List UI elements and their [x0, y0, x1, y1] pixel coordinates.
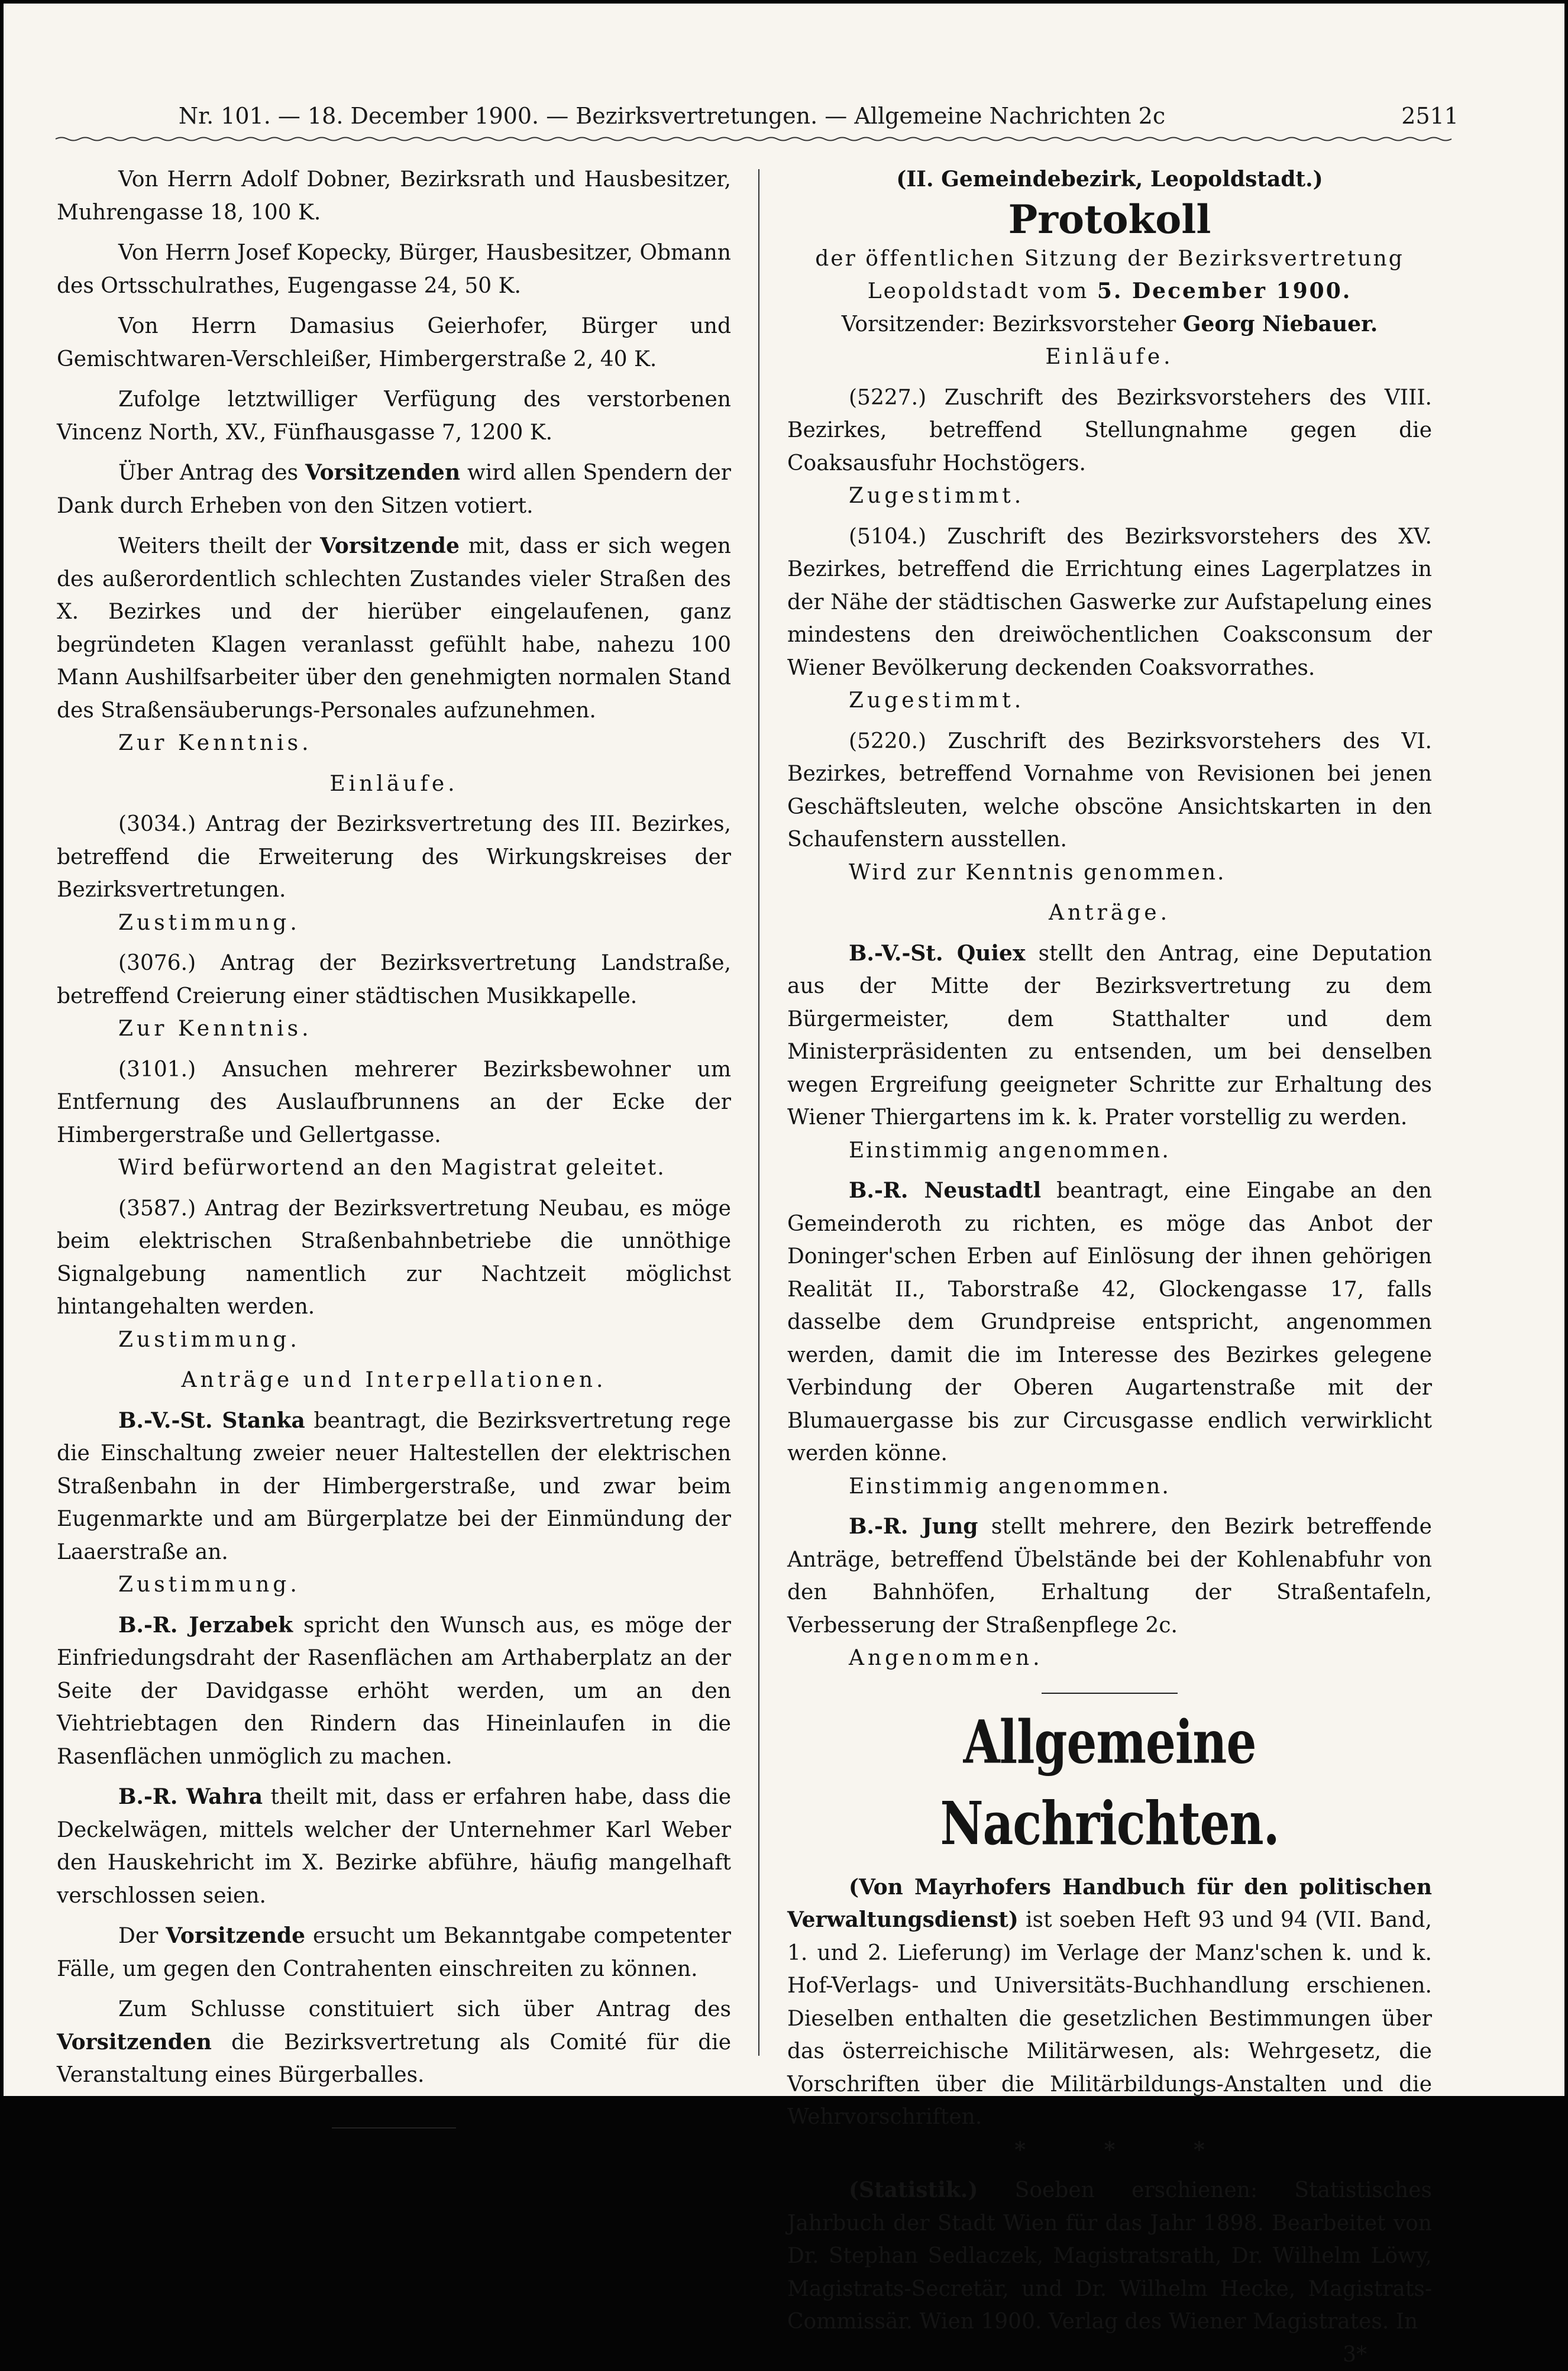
donation-north: Zufolge letztwilliger Verfügung des verstorbenen Vincenz North, XV., Fünfhausgasse 7, 1200 K.	[57, 383, 731, 449]
left-column	[57, 163, 731, 2129]
resolution-note: Zustimmung.	[57, 1324, 731, 1357]
end-rule	[332, 2127, 456, 2129]
resolution-note: Angenommen.	[787, 1642, 1432, 1675]
header-rule	[56, 135, 1451, 143]
news-mayrhofer: (Von Mayrhofers Handbuch für den politischen Verwaltungsdienst) ist soeben Heft 93 und 94 (VII. Band, 1. und 2. Lieferung) im Verlage der Manz'schen k. und k. Hof-Verlags- und Universitäts-Buchhandlung erschienen. Dieselben enthalten die gesetzlichen Bestimmungen über das österreichische Militärwesen, als: Wehrgesetz, die Vorschriften über die Militärbildungs-Anstalten und die Wehrvorschriften.	[787, 1871, 1432, 2134]
entry-5227: (5227.) Zuschrift des Bezirksvorstehers des VIII. Bezirkes, betreffend Stellungnahme gegen die Coaksausfuhr Hochstögers.	[787, 381, 1432, 480]
section-rule	[1042, 1693, 1178, 1694]
motion-quiex: B.-V.-St. Quiex stellt den Antrag, eine Deputation aus der Mitte der Bezirksvertretung zu dem Bürgermeister, dem Statthalter und dem Ministerpräsidenten zu entsenden, um bei denselben wegen Ergreifung geeigneter Schritte zur Erhaltung des Wiener Thiergartens im k. k. Prater vorstellig zu werden.	[787, 937, 1432, 1134]
section-heading: Einläufe.	[787, 341, 1432, 374]
resolution-note: Zur Kenntnis.	[57, 727, 731, 760]
section-title: Allgemeine Nachrichten.	[787, 1701, 1432, 1864]
district-heading: (II. Gemeindebezirk, Leopoldstadt.)	[787, 163, 1432, 196]
entry-3034: (3034.) Antrag der Bezirksvertretung des III. Bezirkes, betreffend die Erweiterung des Wirkungskreises der Bezirksvertretungen.	[57, 808, 731, 907]
newspaper-page	[4, 4, 1564, 2096]
motion-neustadtl: B.-R. Neustadtl beantragt, eine Eingabe an den Gemeinderoth zu richten, es möge das Anbot der Doninger'schen Erben auf Einlösung der ihnen gehörigen Realität II., Taborstraße 42, Glockengasse 17, falls dasselbe dem Grundpreise entspricht, angenommen werden, damit die im Interesse des Bezirkes gelegene Verbindung der Oberen Augartenstraße mit der Blumauergasse bis zur Circusgasse endlich verwirklicht werden könne.	[787, 1175, 1432, 1470]
street-workers-paragraph: Weiters theilt der Vorsitzende mit, dass er sich wegen des außerordentlich schlechten Zustandes vieler Straßen des X. Bezirkes und der hierüber eingelaufenen, ganz begründeten Klagen veranlasst gefühlt habe, nahezu 100 Mann Aushilfsarbeiter über den genehmigten normalen Stand des Straßensäuberungs-Personales aufzunehmen.	[57, 530, 731, 727]
entry-3076: (3076.) Antrag der Bezirksvertretung Landstraße, betreffend Creierung einer städtischen Musikkapelle.	[57, 947, 731, 1013]
column-divider	[758, 169, 759, 2056]
resolution-note: Einstimmig angenommen.	[787, 1470, 1432, 1503]
section-stars: * * *	[787, 2134, 1432, 2167]
signature-mark: 3*	[787, 2338, 1432, 2371]
resolution-note: Zustimmung.	[57, 1568, 731, 1602]
right-column	[787, 163, 1432, 2371]
resolution-note: Zugestimmt.	[787, 684, 1432, 717]
chair-request: Der Vorsitzende ersucht um Bekanntgabe competenter Fälle, um gegen den Contrahenten einschreiten zu können.	[57, 1920, 731, 1985]
entry-5104: (5104.) Zuschrift des Bezirksvorstehers des XV. Bezirkes, betreffend die Errichtung eines Lagerplatzes in der Nähe der städtischen Gaswerke zur Aufstapelung eines mindestens den dreiwöchentlichen Coaksconsum der Wiener Bevölkerung deckenden Coaksvorrathes.	[787, 520, 1432, 685]
entry-3587: (3587.) Antrag der Bezirksvertretung Neubau, es möge beim elektrischen Straßenbahnbetriebe die unnöthige Signalgebung namentlich zur Nachtzeit möglichst hintangehalten werden.	[57, 1192, 731, 1324]
news-statistik: (Statistik.) Soeben erschienen: Statistisches Jahrbuch der Stadt Wien für das Jahr 1898. Bearbeitet von Dr. Stephan Sedlaczek, Magistratsrath, Dr. Wilhelm Löwy, Magistrats-Secretär, und Dr. Wilhelm Hecke, Magistrats-Commissär. Wien 1900. Verlag des Wiener Magistrates. In	[787, 2174, 1432, 2338]
running-head: Nr. 101. — 18. December 1900. — Bezirksvertretungen. — Allgemeine Nachrichten 2c	[51, 103, 1293, 129]
resolution-note: Wird zur Kenntnis genommen.	[787, 856, 1432, 889]
resolution-note: Zugestimmt.	[787, 480, 1432, 513]
motion-wahra: B.-R. Wahra theilt mit, dass er erfahren habe, dass die Deckelwägen, mittels welcher der Unternehmer Karl Weber den Hauskehricht im X. Bezirke abführe, häufig mangelhaft verschlossen seien.	[57, 1781, 731, 1912]
motion-jung: B.-R. Jung stellt mehrere, den Bezirk betreffende Anträge, betreffend Übelstände bei der Kohlenabfuhr von den Bahnhöfen, Erhaltung der Straßentafeln, Verbesserung der Straßenpflege 2c.	[787, 1510, 1432, 1642]
section-heading: Einläufe.	[57, 768, 731, 801]
motion-jerzabek: B.-R. Jerzabek spricht den Wunsch aus, es möge der Einfriedungsdraht der Rasenflächen am Arthaberplatz an der Seite der Davidgasse erhöht werden, um an den Viehtriebtagen den Rindern das Hineinlaufen in die Rasenflächen unmöglich zu machen.	[57, 1609, 731, 1774]
thanks-paragraph: Über Antrag des Vorsitzenden wird allen Spendern der Dank durch Erheben von den Sitzen votiert.	[57, 457, 731, 522]
donation-geierhofer: Von Herrn Damasius Geierhofer, Bürger und Gemischtwaren-Verschleißer, Himbergerstraße 2, 40 K.	[57, 310, 731, 376]
resolution-note: Zur Kenntnis.	[57, 1013, 731, 1046]
donation-kopecky: Von Herrn Josef Kopecky, Bürger, Hausbesitzer, Obmann des Ortsschulrathes, Eugengasse 24, 50 K.	[57, 237, 731, 302]
page-header	[51, 97, 1459, 138]
section-heading: Anträge und Interpellationen.	[57, 1364, 731, 1397]
motion-stanka: B.-V.-St. Stanka beantragt, die Bezirksvertretung rege die Einschaltung zweier neuer Haltestellen der elektrischen Straßenbahn in der Himbergerstraße, und zwar beim Eugenmarkte und am Bürgerplatze bei der Einmündung der Laaerstraße an.	[57, 1405, 731, 1569]
donation-dobner: Von Herrn Adolf Dobner, Bezirksrath und Hausbesitzer, Muhrengasse 18, 100 K.	[57, 163, 731, 229]
resolution-note: Einstimmig angenommen.	[787, 1134, 1432, 1167]
protocol-subtitle: der öffentlichen Sitzung der Bezirksvertretung Leopoldstadt vom 5. December 1900.	[787, 242, 1432, 308]
page-number: 2511	[1401, 103, 1459, 129]
resolution-note: Wird befürwortend an den Magistrat geleitet.	[57, 1151, 731, 1185]
entry-5220: (5220.) Zuschrift des Bezirksvorstehers des VI. Bezirkes, betreffend Vornahme von Revisionen bei jenen Geschäftsleuten, welche obscöne Ansichtskarten in den Schaufenstern ausstellen.	[787, 725, 1432, 856]
chair-line: Vorsitzender: Bezirksvorsteher Georg Niebauer.	[787, 308, 1432, 341]
entry-3101: (3101.) Ansuchen mehrerer Bezirksbewohner um Entfernung des Auslaufbrunnens an der Ecke der Himbergerstraße und Gellertgasse.	[57, 1053, 731, 1152]
section-heading: Anträge.	[787, 897, 1432, 930]
closing-paragraph: Zum Schlusse constituiert sich über Antrag des Vorsitzenden die Bezirksvertretung als Comité für die Veranstaltung eines Bürgerballes.	[57, 1993, 731, 2092]
protocol-title: Protokoll	[787, 196, 1432, 242]
resolution-note: Zustimmung.	[57, 907, 731, 940]
